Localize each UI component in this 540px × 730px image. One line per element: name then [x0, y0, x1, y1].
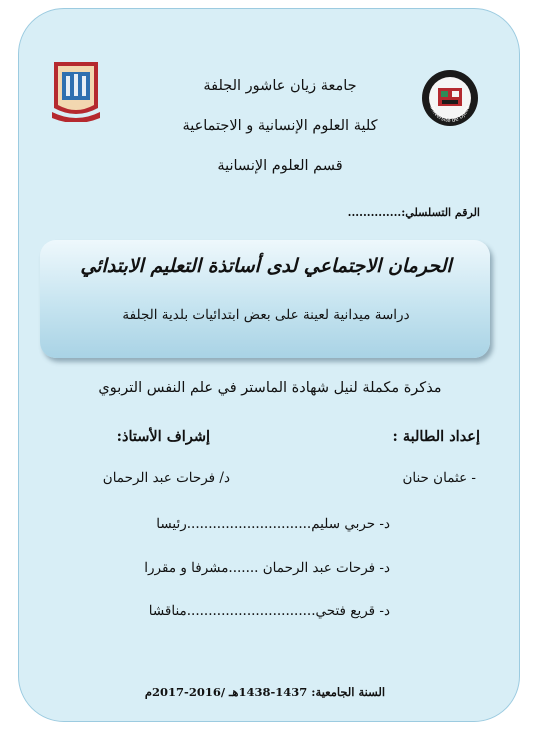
- jury-member: د- فرحات عبد الرحمان .......مشرفا و مقررا: [144, 560, 390, 576]
- student-name: - عثمان حنان: [402, 470, 476, 486]
- svg-text:Université de Djelfa: Université de Djelfa: [428, 104, 472, 125]
- university-name: جامعة زيان عاشور الجلفة: [203, 78, 357, 94]
- university-crest-logo: [50, 58, 102, 122]
- department-name: قسم العلوم الإنسانية: [217, 158, 343, 174]
- faculty-name: كلية العلوم الإنسانية و الاجتماعية: [182, 118, 378, 134]
- supervisor-name: د/ فرحات عبد الرحمان: [102, 470, 230, 486]
- jury-member: د- حربي سليم.............................رئيسا: [156, 516, 390, 532]
- memo-description: مذكرة مكملة لنيل شهادة الماستر في علم النفس التربوي: [98, 380, 442, 396]
- jury-member: د- قريع فتحي..............................مناقشا: [148, 603, 390, 619]
- supervision-label: إشراف الأستاذ:: [116, 428, 210, 445]
- thesis-title: الحرمان الاجتماعي لدى أساتذة التعليم الابتدائي: [80, 255, 452, 277]
- academic-year: السنة الجامعية: 1437-1438هـ /2016-2017م: [144, 685, 386, 699]
- thesis-subtitle: دراسة ميدانية لعينة على بعض ابتدائيات بلدية الجلفة: [122, 307, 410, 323]
- university-seal-logo: [420, 68, 480, 128]
- serial-number: الرقم التسلسلي:..............: [347, 206, 480, 219]
- prepared-by-label: إعداد الطالبة :: [392, 428, 480, 445]
